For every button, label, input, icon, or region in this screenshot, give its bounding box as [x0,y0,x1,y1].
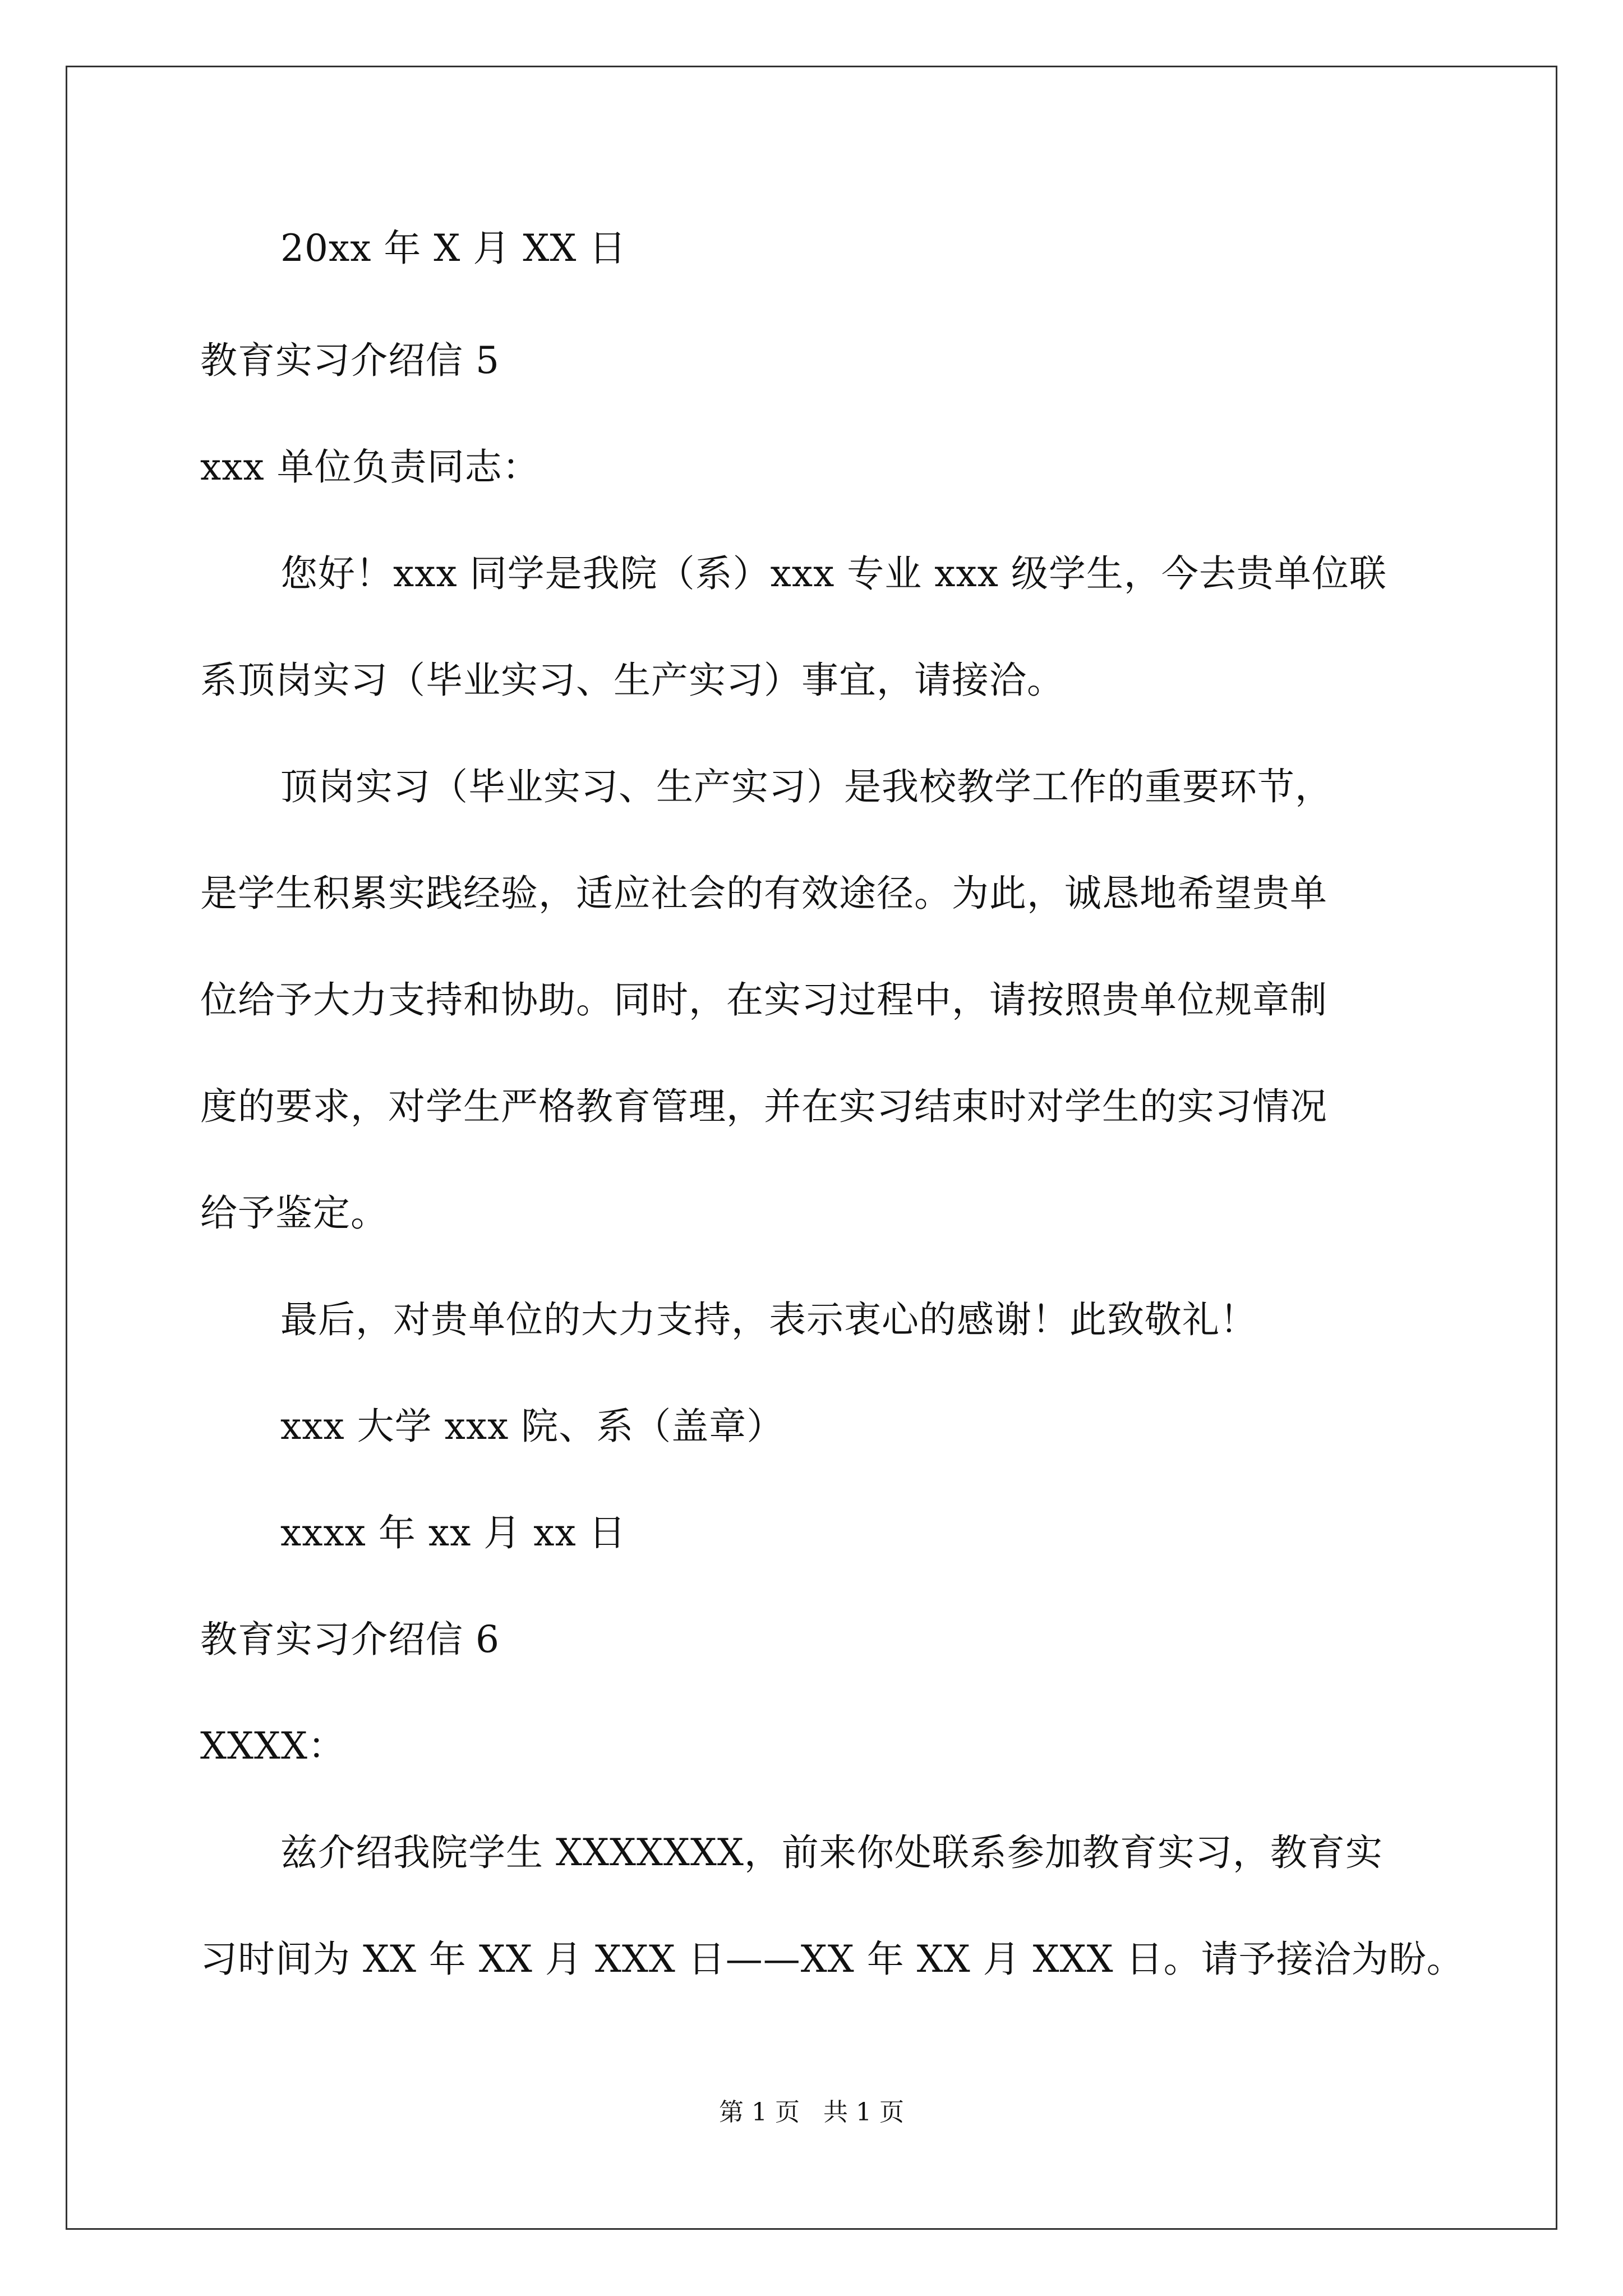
letter-6-salutation: XXXX： [200,1724,345,1768]
date-line: 20xx 年 X 月 XX 日 [280,227,627,270]
page-border [66,66,1557,2230]
letter-6-paragraph-1-line-1: 兹介绍我院学生 XXXXXXX，前来你处联系参加教育实习，教育实 [280,1831,1383,1874]
letter-6-paragraph-1-line-2: 习时间为 XX 年 XX 月 XXX 日——XX 年 XX 月 XXX 日。请予接洽为盼。 [200,1938,1464,1981]
letter-5-title: 教育实习介绍信 5 [200,339,500,382]
page-footer: 第 1 页 共 1 页 [719,2098,904,2127]
letter-6-title: 教育实习介绍信 6 [200,1618,500,1661]
letter-5-paragraph-2-line-3: 位给予大力支持和协助。同时，在实习过程中，请按照贵单位规章制 [200,978,1327,1022]
letter-5-paragraph-2-line-5: 给予鉴定。 [200,1191,388,1235]
letter-5-paragraph-2-line-4: 度的要求，对学生严格教育管理，并在实习结束时对学生的实习情况 [200,1085,1327,1128]
letter-5-paragraph-2-line-2: 是学生积累实践经验，适应社会的有效途径。为此，诚恳地希望贵单 [200,872,1327,915]
letter-5-closing: 最后，对贵单位的大力支持，表示衷心的感谢！此致敬礼！ [280,1298,1257,1341]
letter-5-paragraph-1-line-1: 您好！xxx 同学是我院（系）xxx 专业 xxx 级学生，今去贵单位联 [280,552,1387,595]
letter-5-signature: xxx 大学 xxx 院、系（盖章） [280,1405,785,1448]
letter-5-salutation: xxx 单位负责同志： [200,445,540,489]
letter-5-paragraph-2-line-1: 顶岗实习（毕业实习、生产实习）是我校教学工作的重要环节， [280,765,1332,808]
letter-5-paragraph-1-line-2: 系顶岗实习（毕业实习、生产实习）事宜，请接洽。 [200,659,1064,702]
letter-5-signature-date: xxxx 年 xx 月 xx 日 [280,1511,626,1554]
